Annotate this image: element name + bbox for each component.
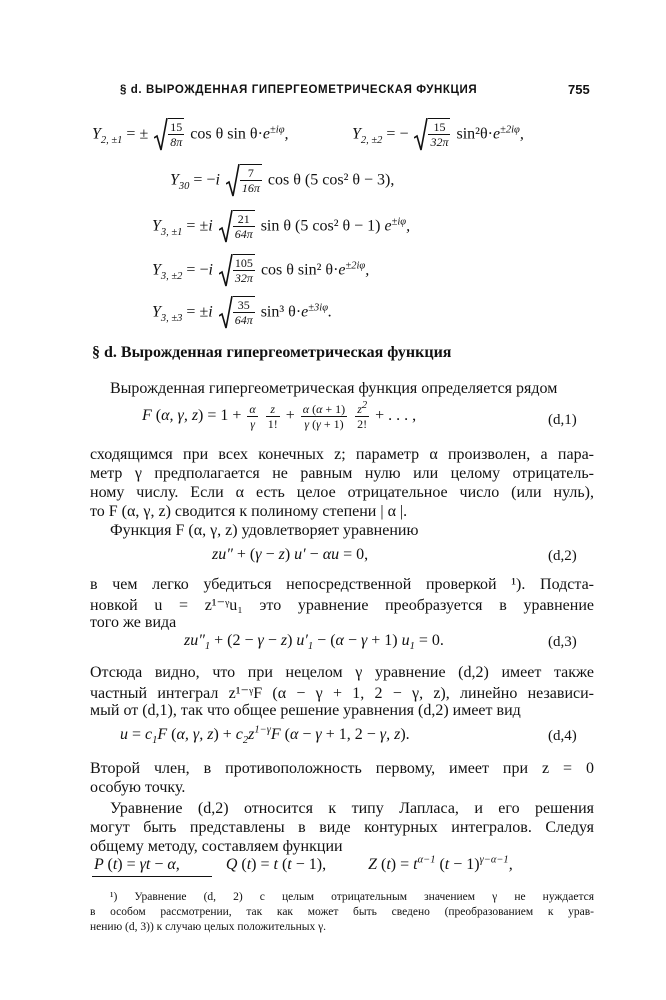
paragraph-line: Уравнение (d,2) относится к типу Лапласа, и его решения xyxy=(110,800,594,817)
paragraph-line: мый от (d,1), так что общее решение уравнения (d,2) имеет вид xyxy=(90,702,521,719)
equation-number-d2: (d,2) xyxy=(548,548,577,564)
paragraph-line: то F (α, γ, z) сводится к полиному степени | α |. xyxy=(90,503,408,520)
equation-d3: $zu''_1 + (2 - \gamma - z) u'_1 - (\alpha - \gamma + 1) u_1 = 0$. xyxy=(184,632,444,653)
equation-number-d4: (d,4) xyxy=(548,728,577,744)
intro-rest: определяется рядом xyxy=(417,380,558,397)
formula-y3-pm1: $Y_{3, \pm 1} = \pm i$ $\frac{21}{64\pi}$ sin θ (5 cos² θ − 1) $e^{\pm i\varphi}$, xyxy=(152,210,410,244)
running-header: § d. ВЫРОЖДЕННАЯ ГИПЕРГЕОМЕТРИЧЕСКАЯ ФУНКЦИЯ xyxy=(120,84,478,96)
intro-line xyxy=(110,380,594,398)
formula-functions: P (t) = γt − α, Q (t) = t (t − 1), Z $(t) = t^{\alpha-1}$ $(t - 1)^{\gamma-\alpha-1}$, xyxy=(94,854,513,873)
equation-d2: zu″ + (γ − z) u′ − αu = 0, xyxy=(212,546,369,563)
paragraph-line: того же вида xyxy=(90,614,177,631)
paragraph-line: в чем легко убедиться непосредственной проверкой ¹). Подста- xyxy=(90,576,594,593)
page-number: 755 xyxy=(568,82,590,97)
paragraph-line: метр γ предполагается не равным нулю или целому отрицатель- xyxy=(90,465,594,482)
equation-d4: $u = c_1F$ (α, γ, $z) + c_2z^{1-\gamma}F$ (α − γ + 1, 2 − γ, z). xyxy=(120,724,410,747)
paragraph-line: общему методу, составляем функции xyxy=(90,838,343,855)
paragraph-line: Второй член, в противоположность первому, имеет при z = 0 xyxy=(90,760,594,777)
paragraph-line: новкой u = z¹⁻ᵞu₁ это уравнение преобразуется в уравнение xyxy=(90,597,594,614)
footnote-line: в особом рассмотрении, так как может быть сведено (преобразованием к урав- xyxy=(90,906,594,918)
footnote-line: нению (d, 3)) к случаю целых положительных γ. xyxy=(90,921,327,933)
paragraph-line: Отсюда видно, что при нецелом γ уравнение (d,2) имеет также xyxy=(90,664,594,681)
formula-y3-pm3: $Y_{3, \pm 3} = \pm i$ $\frac{35}{64\pi}$ sin³ $\theta\cdot e^{\pm 3i\varphi}$. xyxy=(152,296,332,330)
paragraph-line: могут быть представлены в виде контурных интегралов. Следуя xyxy=(90,819,594,836)
paragraph-line: сходящимся при всех конечных z; параметр α произволен, а пара- xyxy=(90,446,594,463)
formula-y2-pm1: $Y_{2, \pm 1}$ = ± $\frac{15}{8\pi}$ cos θ $\sin \theta\cdot e^{\pm i\varphi}$, xyxy=(92,118,289,152)
equation-d1: F (α, γ, z) = 1 + $\frac{\alpha}{\gamma}$ $\frac{z}{1!}$ + $\frac{\alpha (\alpha + 1)}{\gamma (\gamma + 1)}$ $\frac{z^2}{2!}$ + . . . , xyxy=(142,400,417,431)
footnote-line: ¹) Уравнение (d, 2) с целым отрицательным значением γ не нуждается xyxy=(110,891,594,903)
paragraph-line: ному числу. Если α есть целое отрицательное число (или нуль), xyxy=(90,484,594,501)
formula-y30: $Y_{30} = -i$ $\frac{7}{16\pi}$ cos θ (5 cos² θ − 3), xyxy=(170,164,394,198)
paragraph-line: частный интеграл z¹⁻ᵞF (α − γ + 1, 2 − γ, z), линейно независи- xyxy=(90,685,594,702)
footnote-rule xyxy=(92,876,212,877)
formula-y2-pm2: $Y_{2, \pm 2}$ = − $\frac{15}{32\pi}$ $\sin^2\theta\cdot e^{\pm 2i\varphi}$, xyxy=(352,118,524,152)
defined-term: Вырожденная гипергеометрическая функция xyxy=(110,380,418,397)
formula-y3-pm2: $Y_{3, \pm 2} = -i$ $\frac{105}{32\pi}$ cos θ sin² $\theta\cdot e^{\pm 2i\varphi}$, xyxy=(152,254,369,288)
equation-number-d3: (d,3) xyxy=(548,634,577,650)
paragraph-line: Функция F (α, γ, z) удовлетворяет уравнению xyxy=(110,522,419,539)
paragraph-line: особую точку. xyxy=(90,779,186,796)
equation-number-d1: (d,1) xyxy=(548,412,577,428)
section-title: § d. Вырожденная гипергеометрическая функция xyxy=(92,344,452,361)
